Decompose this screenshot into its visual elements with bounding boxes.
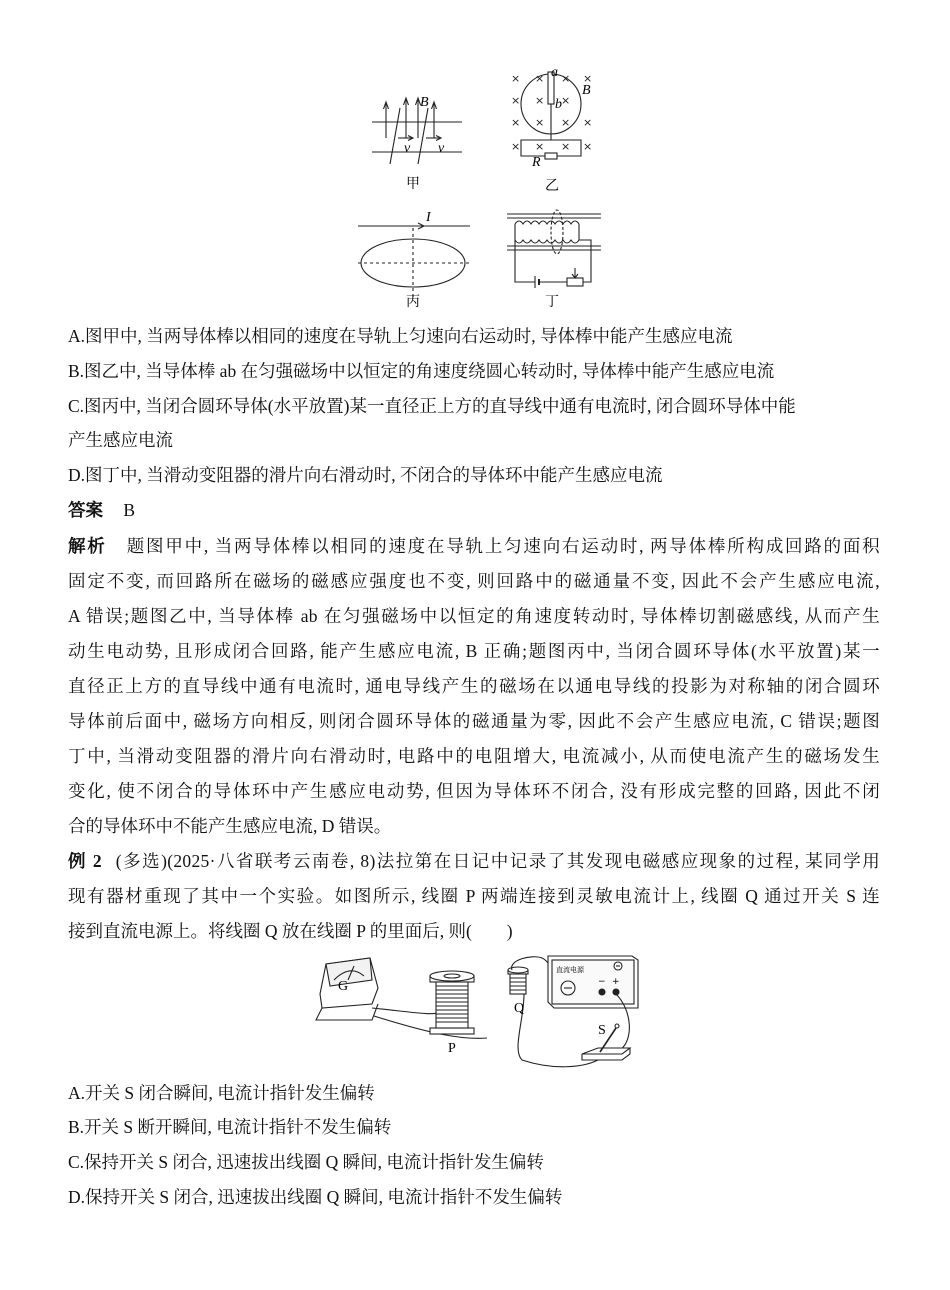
answer-value: B	[123, 500, 136, 520]
svg-text:×: ×	[511, 72, 521, 85]
svg-text:×: ×	[511, 140, 521, 153]
label-G: G	[338, 979, 349, 994]
example2-label: 例 2	[68, 851, 102, 871]
example2-text: 法拉第在日记中记录了其发现电磁感应现象的过程, 某同学用	[375, 851, 880, 871]
label-Q: Q	[514, 1001, 525, 1016]
svg-text:×: ×	[583, 140, 593, 153]
label-b: b	[555, 97, 562, 112]
answer-label: 答案	[68, 500, 103, 520]
svg-text:×: ×	[511, 116, 521, 129]
svg-text:×: ×	[583, 72, 593, 85]
label-B: B	[582, 83, 591, 98]
analysis-line: 直径正上方的直导线中通有电流时, 通电导线产生的磁场在以通电导线的投影为对称轴的闭合圆环	[68, 676, 880, 696]
example2-intro	[68, 848, 880, 873]
svg-text:×: ×	[535, 94, 545, 107]
analysis-line: 变化, 使不闭合的导体环中产生感应电动势, 但因为导体环不闭合, 没有形成完整的回路, 因此不闭	[68, 781, 880, 801]
label-R: R	[532, 155, 541, 170]
q1-option-a: A.图甲中, 当两导体棒以相同的速度在导轨上匀速向右运动时, 导体棒中能产生感应电流	[68, 326, 733, 346]
analysis-line: 丁中, 当滑动变阻器的滑片向右滑动时, 电路中的电阻增大, 电流减小, 从而使电流产生的磁场发生	[68, 746, 880, 766]
answer-row	[68, 497, 135, 522]
label-S: S	[598, 1023, 606, 1038]
caption-bing: 丙	[406, 295, 420, 310]
figure-ding	[505, 206, 605, 312]
q1-option-b: B.图乙中, 当导体棒 ab 在匀强磁场中以恒定的角速度绕圆心转动时, 导体棒中能产生感应电流	[68, 361, 775, 381]
example2-text: 现有器材重现了其中一个实验。如图所示, 线圈 P 两端连接到灵敏电流计上, 线圈 Q 通过开关 S 连	[68, 886, 880, 906]
example2-source: (多选)(2025·八省联考云南卷, 8)	[115, 851, 376, 871]
svg-text:×: ×	[561, 94, 571, 107]
figure-yi	[505, 66, 605, 196]
minus-sign: −	[598, 977, 606, 987]
svg-text:×: ×	[561, 140, 571, 153]
q2-option-d: D.保持开关 S 闭合, 迅速拔出线圈 Q 瞬间, 电流计指针不发生偏转	[68, 1187, 563, 1207]
svg-text:×: ×	[535, 116, 545, 129]
caption-ding: 丁	[545, 295, 559, 310]
analysis-line: A 错误;题图乙中, 当导体棒 ab 在匀强磁场中以恒定的角速度转动时, 导体棒切割磁感线, 从而产生	[68, 606, 880, 626]
svg-text:×: ×	[535, 72, 545, 85]
example2-text: 接到直流电源上。将线圈 Q 放在线圈 P 的里面后, 则( )	[68, 921, 513, 941]
analysis-line: 导体前后面中, 磁场方向相反, 则闭合圆环导体的磁通量为零, 因此不会产生感应电流, C 错误;题图	[68, 711, 880, 731]
analysis-line: 固定不变, 而回路所在磁场的磁感应强度也不变, 则回路中的磁通量不变, 因此不会产生感应电流,	[68, 571, 880, 591]
label-a: a	[551, 66, 558, 80]
label-I: I	[426, 210, 431, 225]
power-supply-label: 直流电源	[556, 966, 584, 974]
q1-option-c-cont: 产生感应电流	[68, 430, 173, 450]
analysis-text: 题图甲中, 当两导体棒以相同的速度在导轨上匀速向右运动时, 两导体棒所构成回路的面积	[126, 536, 880, 556]
figure-bing	[354, 206, 474, 312]
figure-jia	[368, 90, 468, 195]
analysis-line: 动生电动势, 且形成闭合回路, 能产生感应电流, B 正确;题图丙中, 当闭合圆环导体(水平放置)某一	[68, 641, 880, 661]
figure-apparatus	[312, 950, 644, 1070]
analysis-line	[68, 533, 880, 558]
analysis-label: 解析	[68, 536, 107, 556]
svg-text:×: ×	[561, 116, 571, 129]
svg-text:×: ×	[561, 72, 571, 85]
label-P: P	[448, 1041, 456, 1056]
caption-yi: 乙	[545, 179, 559, 194]
plus-sign: +	[612, 977, 620, 987]
label-v: v	[404, 141, 411, 156]
svg-text:×: ×	[535, 140, 545, 153]
label-v: v	[438, 141, 445, 156]
caption-jia: 甲	[406, 177, 420, 192]
q1-option-c: C.图丙中, 当闭合圆环导体(水平放置)某一直径正上方的直导线中通有电流时, 闭合圆环导体中能	[68, 396, 796, 416]
svg-text:×: ×	[583, 116, 593, 129]
q2-option-a: A.开关 S 闭合瞬间, 电流计指针发生偏转	[68, 1083, 375, 1103]
label-B: B	[420, 95, 429, 110]
analysis-line: 合的导体环中不能产生感应电流, D 错误。	[68, 816, 392, 836]
svg-text:×: ×	[511, 94, 521, 107]
q2-option-b: B.开关 S 断开瞬间, 电流计指针不发生偏转	[68, 1117, 392, 1137]
q2-option-c: C.保持开关 S 闭合, 迅速拔出线圈 Q 瞬间, 电流计指针发生偏转	[68, 1152, 544, 1172]
q1-option-d: D.图丁中, 当滑动变阻器的滑片向右滑动时, 不闭合的导体环中能产生感应电流	[68, 465, 663, 485]
